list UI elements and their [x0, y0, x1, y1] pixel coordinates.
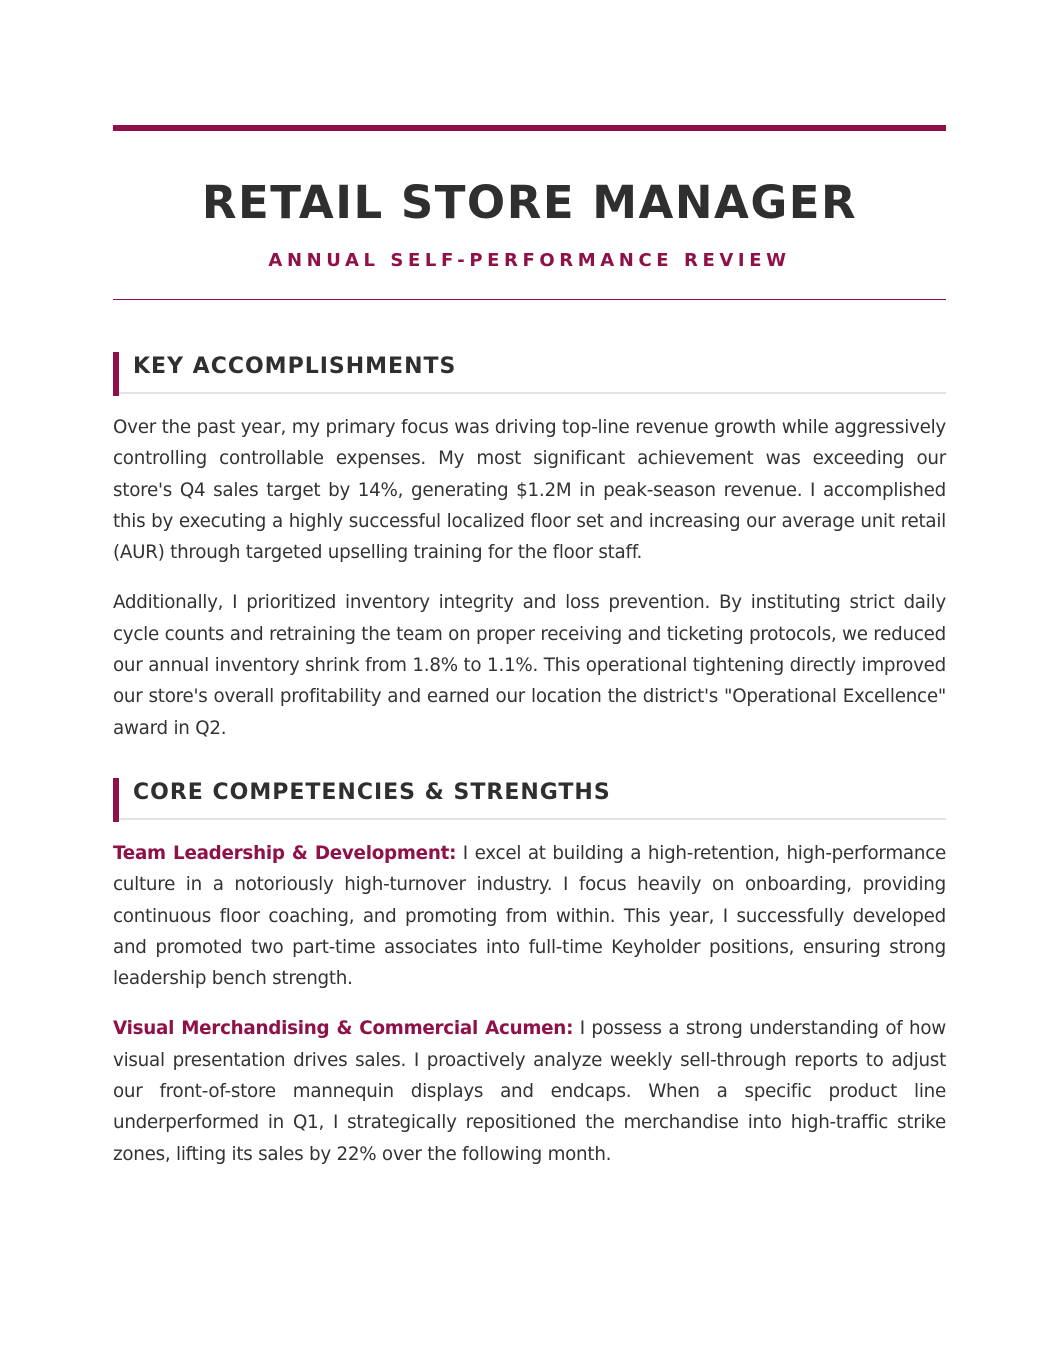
section-accent-bar [113, 778, 119, 822]
paragraph [113, 587, 946, 743]
document-subtitle: ANNUAL SELF-PERFORMANCE REVIEW [268, 250, 791, 271]
section-core-competencies [113, 778, 946, 1170]
section-heading [113, 352, 946, 394]
paragraph-text: Additionally, I prioritized inventory integrity and loss prevention. By instituting strict daily cycle counts and retraining the team on proper receiving and ticketing protocols, we reduced our annual inventory shrink from 1.8% to 1.1%. This operational tightening directly improved our store's overall profitability and earned our location the district's "Operational Excellence" award in Q2. [113, 592, 946, 739]
paragraph-text: I excel at building a high-retention, high-performance culture in a notoriously high-turnover industry. I focus heavily on onboarding, providing continuous floor coaching, and promoting from within. This year, I successfully developed and promoted two part-time associates into full-time Keyholder positions, ensuring strong leadership bench strength. [113, 842, 946, 990]
paragraph [113, 412, 946, 568]
section-title: CORE COMPETENCIES & STRENGTHS [133, 779, 611, 805]
section-title: KEY ACCOMPLISHMENTS [133, 354, 457, 379]
section-heading [113, 778, 946, 820]
section-key-accomplishments [113, 352, 946, 744]
section-accent-bar [113, 352, 119, 396]
paragraph [113, 838, 946, 994]
competency-label: Visual Merchandising & Commercial Acumen: [113, 1018, 574, 1040]
top-accent-rule [113, 125, 946, 131]
paragraph [113, 1013, 946, 1169]
paragraph-text: I possess a strong understanding of how visual presentation drives sales. I proactively analyze weekly sell-through reports to adjust our front-of-store mannequin displays and endcaps. When a specific product line underperformed in Q1, I strategically repositioned the merchandise into high-traffic strike zones, lifting its sales by 22% over the following month. [113, 1018, 946, 1165]
competency-label: Team Leadership & Development: [113, 842, 457, 864]
header-divider [113, 299, 946, 300]
document-page [113, 125, 946, 1170]
document-title: RETAIL STORE MANAGER [201, 176, 858, 229]
paragraph-text: Over the past year, my primary focus was driving top-line revenue growth while aggressively controlling controllable expenses. My most significant achievement was exceeding our store's Q4 sales target by 14%, generating $1.2M in peak-season revenue. I accomplished this by executing a highly successful localized floor set and increasing our average unit retail (AUR) through targeted upselling training for the floor staff. [113, 417, 946, 564]
